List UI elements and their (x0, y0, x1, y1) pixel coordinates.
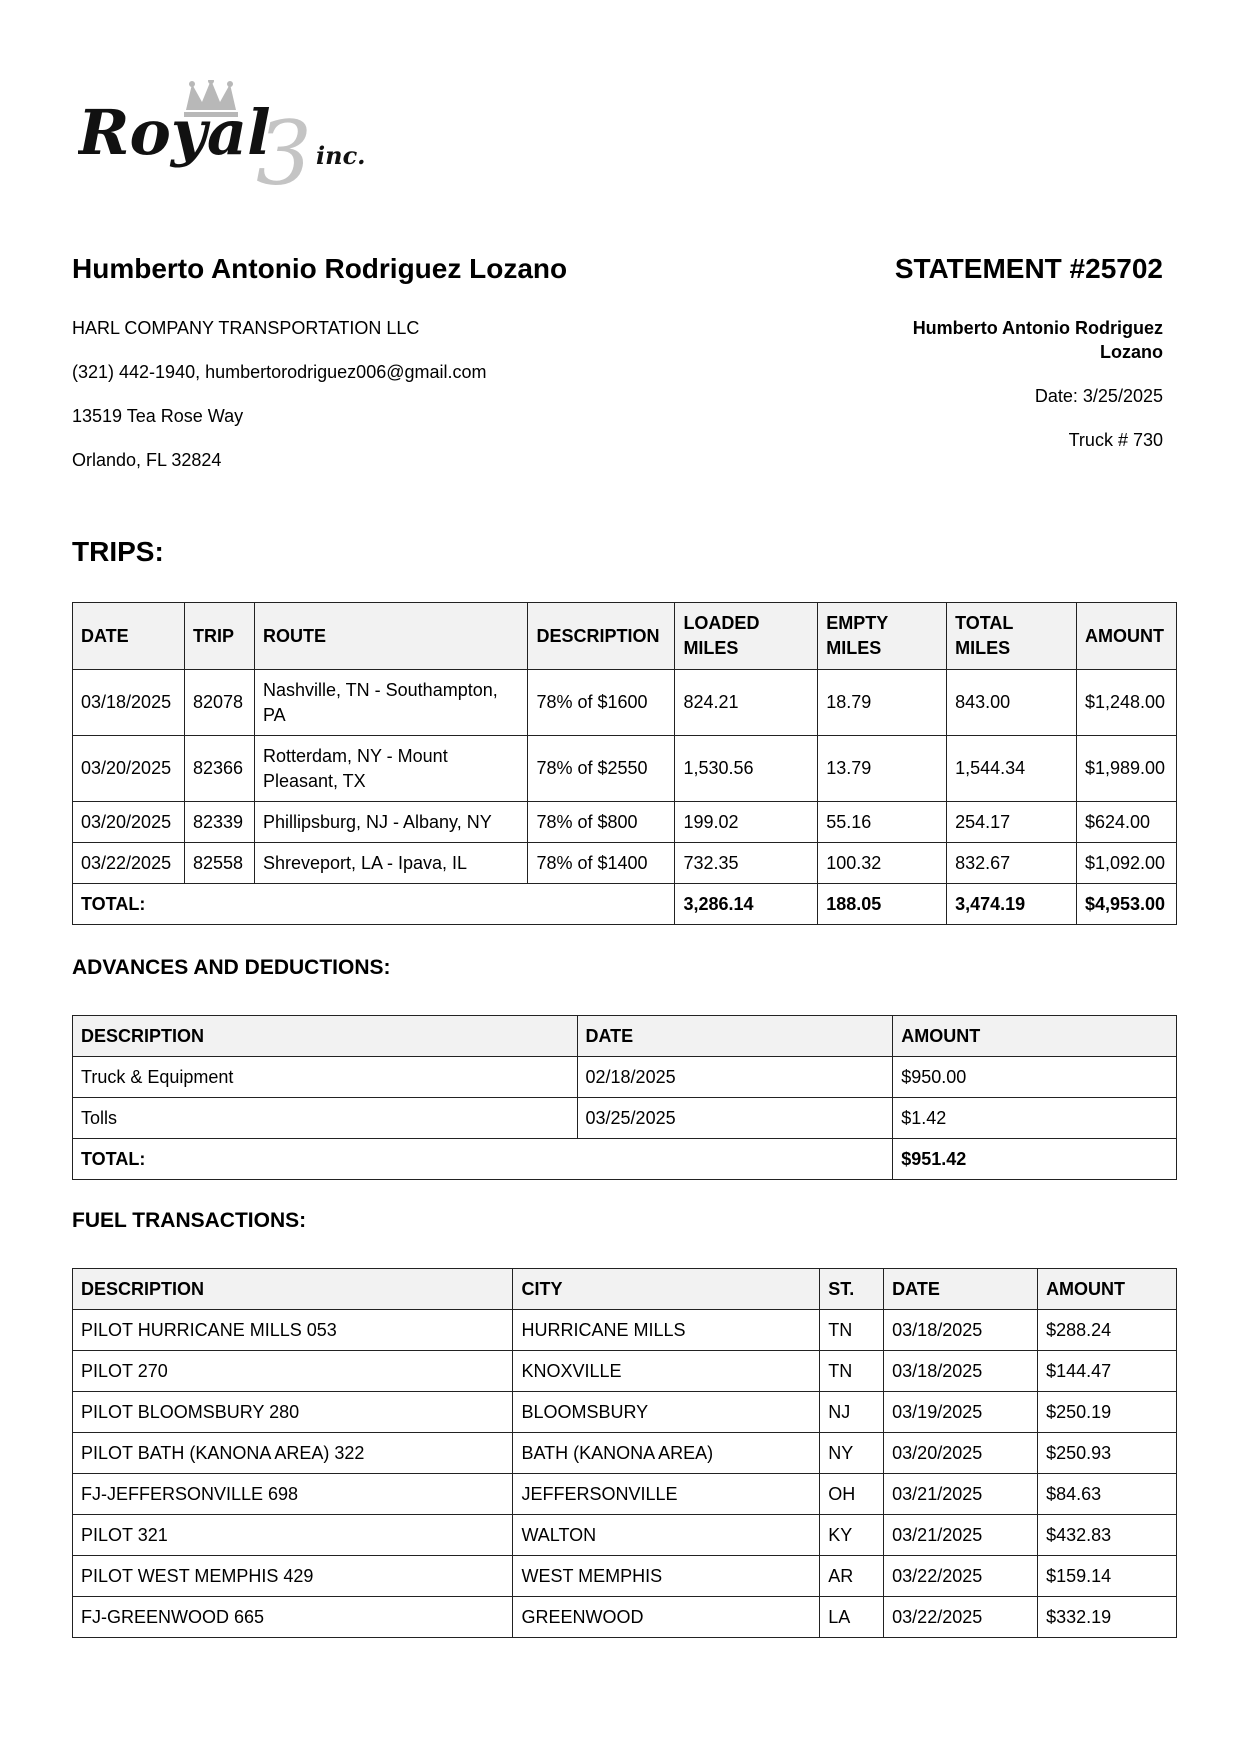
driver-contact: (321) 442-1940, humbertorodriguez006@gmail.com (72, 362, 487, 382)
total-label: TOTAL: (73, 1139, 893, 1180)
table-cell: $250.93 (1038, 1433, 1177, 1474)
table-cell: 03/19/2025 (884, 1392, 1038, 1433)
table-row (73, 670, 1177, 736)
trips-header-row (73, 603, 1177, 670)
table-cell: 82558 (184, 843, 254, 884)
col-header: TRIP (184, 603, 254, 670)
table-cell: 843.00 (947, 670, 1077, 736)
total-label: TOTAL: (73, 884, 675, 925)
table-cell: LA (820, 1597, 884, 1638)
table-cell: PILOT WEST MEMPHIS 429 (73, 1556, 513, 1597)
table-cell: 82339 (184, 802, 254, 843)
table-cell: BLOOMSBURY (513, 1392, 820, 1433)
total-amount: $4,953.00 (1076, 884, 1176, 925)
driver-street: 13519 Tea Rose Way (72, 406, 244, 426)
table-cell: OH (820, 1474, 884, 1515)
advances-header-row (73, 1016, 1177, 1057)
table-cell: $332.19 (1038, 1597, 1177, 1638)
table-cell: WEST MEMPHIS (513, 1556, 820, 1597)
table-cell: 03/20/2025 (73, 802, 185, 843)
table-cell: 03/18/2025 (884, 1351, 1038, 1392)
col-header: ROUTE (254, 603, 528, 670)
table-cell: $159.14 (1038, 1556, 1177, 1597)
table-cell: Shreveport, LA - Ipava, IL (254, 843, 528, 884)
table-cell: 02/18/2025 (577, 1057, 893, 1098)
driver-company: HARL COMPANY TRANSPORTATION LLC (72, 318, 420, 338)
table-cell: $84.63 (1038, 1474, 1177, 1515)
table-cell: $1.42 (893, 1098, 1177, 1139)
table-cell: $1,989.00 (1076, 736, 1176, 802)
table-cell: 1,544.34 (947, 736, 1077, 802)
table-cell: FJ-GREENWOOD 665 (73, 1597, 513, 1638)
table-cell: 78% of $1400 (528, 843, 675, 884)
driver-info (72, 252, 692, 492)
table-cell: 03/22/2025 (884, 1597, 1038, 1638)
table-cell: $624.00 (1076, 802, 1176, 843)
col-header: LOADED MILES (675, 603, 818, 670)
table-row (73, 1474, 1177, 1515)
table-row (73, 1597, 1177, 1638)
table-cell: 18.79 (818, 670, 947, 736)
col-header: DESCRIPTION (73, 1016, 578, 1057)
table-cell: 03/21/2025 (884, 1515, 1038, 1556)
table-cell: PILOT BLOOMSBURY 280 (73, 1392, 513, 1433)
trips-heading: TRIPS: (72, 536, 164, 567)
table-cell: 03/22/2025 (884, 1556, 1038, 1597)
total-miles: 3,474.19 (947, 884, 1077, 925)
table-row (73, 736, 1177, 802)
fuel-header-row (73, 1269, 1177, 1310)
table-cell: 03/18/2025 (884, 1310, 1038, 1351)
table-row (73, 1433, 1177, 1474)
statement-name: Humberto Antonio Rodriguez Lozano (912, 318, 1163, 362)
total-amount: $951.42 (893, 1139, 1177, 1180)
logo-wordmark: Royal (78, 96, 271, 169)
table-cell: PILOT 321 (73, 1515, 513, 1556)
col-header: DESCRIPTION (73, 1269, 513, 1310)
table-cell: $288.24 (1038, 1310, 1177, 1351)
logo-suffix: inc. (316, 141, 366, 170)
table-cell: PILOT 270 (73, 1351, 513, 1392)
advances-heading: ADVANCES AND DEDUCTIONS: (72, 956, 391, 979)
table-cell: NJ (820, 1392, 884, 1433)
col-header: CITY (513, 1269, 820, 1310)
table-cell: 78% of $1600 (528, 670, 675, 736)
col-header: DATE (884, 1269, 1038, 1310)
table-cell: $432.83 (1038, 1515, 1177, 1556)
table-cell: $1,248.00 (1076, 670, 1176, 736)
col-header: AMOUNT (1038, 1269, 1177, 1310)
table-row (73, 1392, 1177, 1433)
fuel-table (72, 1268, 1177, 1638)
table-cell: 824.21 (675, 670, 818, 736)
table-cell: Tolls (73, 1098, 578, 1139)
table-cell: JEFFERSONVILLE (513, 1474, 820, 1515)
table-row (73, 1098, 1177, 1139)
table-row (73, 1310, 1177, 1351)
table-cell: TN (820, 1351, 884, 1392)
table-cell: HURRICANE MILLS (513, 1310, 820, 1351)
table-cell: 03/25/2025 (577, 1098, 893, 1139)
table-cell: 03/18/2025 (73, 670, 185, 736)
table-cell: 100.32 (818, 843, 947, 884)
fuel-heading: FUEL TRANSACTIONS: (72, 1209, 307, 1232)
col-header: AMOUNT (893, 1016, 1177, 1057)
col-header: DATE (577, 1016, 893, 1057)
total-empty-miles: 188.05 (818, 884, 947, 925)
table-cell: 82366 (184, 736, 254, 802)
table-cell: KNOXVILLE (513, 1351, 820, 1392)
advances-total-row (73, 1139, 1177, 1180)
table-cell: 03/20/2025 (73, 736, 185, 802)
table-cell: BATH (KANONA AREA) (513, 1433, 820, 1474)
table-cell: Rotterdam, NY - Mount Pleasant, TX (254, 736, 528, 802)
table-row (73, 843, 1177, 884)
table-cell: $950.00 (893, 1057, 1177, 1098)
table-row (73, 1515, 1177, 1556)
table-cell: Nashville, TN - Southampton, PA (254, 670, 528, 736)
table-cell: Truck & Equipment (73, 1057, 578, 1098)
table-cell: FJ-JEFFERSONVILLE 698 (73, 1474, 513, 1515)
advances-table (72, 1015, 1177, 1180)
table-row (73, 1057, 1177, 1098)
table-cell: 732.35 (675, 843, 818, 884)
table-cell: $250.19 (1038, 1392, 1177, 1433)
table-cell: 82078 (184, 670, 254, 736)
table-cell: GREENWOOD (513, 1597, 820, 1638)
table-cell: 78% of $800 (528, 802, 675, 843)
table-cell: PILOT BATH (KANONA AREA) 322 (73, 1433, 513, 1474)
driver-city: Orlando, FL 32824 (72, 450, 222, 470)
company-logo (78, 80, 388, 190)
col-header: DATE (73, 603, 185, 670)
table-cell: 78% of $2550 (528, 736, 675, 802)
table-cell: $1,092.00 (1076, 843, 1176, 884)
table-cell: $144.47 (1038, 1351, 1177, 1392)
logo-numeral: 3 (256, 102, 312, 190)
table-cell: 03/21/2025 (884, 1474, 1038, 1515)
statement-info (743, 252, 1163, 472)
table-cell: 13.79 (818, 736, 947, 802)
table-row (73, 1351, 1177, 1392)
table-cell: NY (820, 1433, 884, 1474)
statement-date: Date: 3/25/2025 (1034, 386, 1163, 406)
col-header: TOTAL MILES (947, 603, 1077, 670)
driver-name: Humberto Antonio Rodriguez Lozano (72, 253, 568, 284)
table-cell: 254.17 (947, 802, 1077, 843)
table-cell: 1,530.56 (675, 736, 818, 802)
table-cell: AR (820, 1556, 884, 1597)
table-row (73, 1556, 1177, 1597)
total-loaded-miles: 3,286.14 (675, 884, 818, 925)
trips-table (72, 602, 1177, 925)
trips-total-row (73, 884, 1177, 925)
statement-truck: Truck # 730 (1068, 430, 1163, 450)
col-header: EMPTY MILES (818, 603, 947, 670)
col-header: DESCRIPTION (528, 603, 675, 670)
table-cell: 55.16 (818, 802, 947, 843)
statement-title: STATEMENT #25702 (894, 253, 1163, 284)
table-cell: Phillipsburg, NJ - Albany, NY (254, 802, 528, 843)
col-header: AMOUNT (1076, 603, 1176, 670)
table-row (73, 802, 1177, 843)
table-cell: WALTON (513, 1515, 820, 1556)
table-cell: 03/20/2025 (884, 1433, 1038, 1474)
table-cell: KY (820, 1515, 884, 1556)
col-header: ST. (820, 1269, 884, 1310)
table-cell: 832.67 (947, 843, 1077, 884)
table-cell: 03/22/2025 (73, 843, 185, 884)
table-cell: 199.02 (675, 802, 818, 843)
table-cell: PILOT HURRICANE MILLS 053 (73, 1310, 513, 1351)
table-cell: TN (820, 1310, 884, 1351)
